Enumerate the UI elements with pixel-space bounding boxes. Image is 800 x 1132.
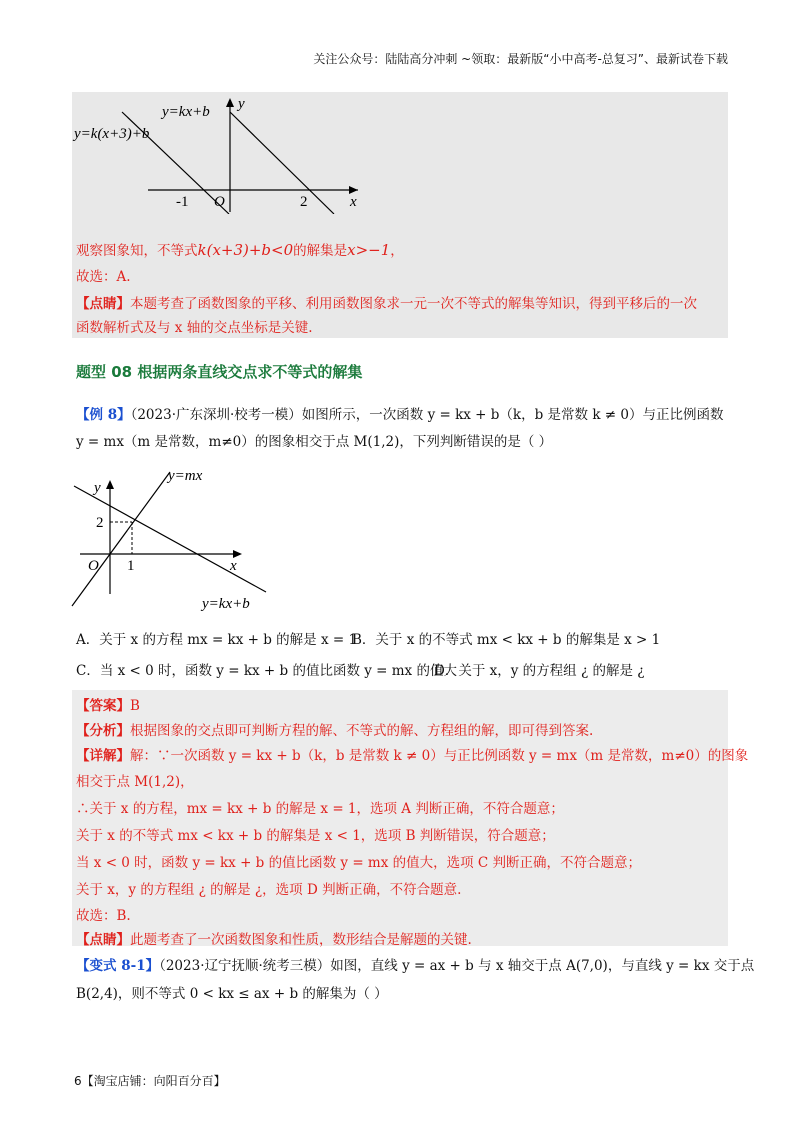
detail-line-1: 【详解】解：∵一次函数 y = kx + b（k，b 是常数 k ≠ 0）与正比例函数 y = mx（m 是常数，m≠0）的图象 bbox=[76, 748, 749, 764]
label-kx-b: y=kx+b bbox=[202, 596, 250, 612]
label-y: y bbox=[94, 480, 101, 496]
detail-line-5: 当 x < 0 时，函数 y = kx + b 的值比函数 y = mx 的值大，选项 C 判断正确，不符合题意； bbox=[76, 855, 642, 871]
section-title: 题型 08 根据两条直线交点求不等式的解集 bbox=[76, 363, 363, 381]
comment-line: 【点睛】此题考查了一次函数图象和性质，数形结合是解题的关键. bbox=[76, 932, 472, 948]
graph-intersecting-lines bbox=[70, 466, 290, 616]
line-kx-b bbox=[74, 486, 266, 592]
detail-line-2: 相交于点 M(1,2)， bbox=[76, 774, 194, 790]
label-y: y bbox=[238, 96, 245, 112]
graph-shifted-lines bbox=[72, 94, 372, 214]
y-axis-arrow bbox=[106, 480, 114, 489]
detail-line-3: ∴关于 x 的方程，mx = kx + b 的解是 x = 1，选项 A 判断正确，不符合题意； bbox=[76, 801, 564, 817]
origin-label: O bbox=[88, 558, 99, 574]
line-kx-b bbox=[230, 112, 334, 214]
choose-line: 故选：A. bbox=[76, 269, 131, 285]
observation-line: 观察图象知，不等式k(x+3)+b<0的解集是x>−1， bbox=[76, 241, 404, 259]
label-x: x bbox=[350, 194, 357, 210]
detail-line-4: 关于 x 的不等式 mx < kx + b 的解集是 x < 1，选项 B 判断错误，符合题意； bbox=[76, 828, 555, 844]
page-footer: 6【淘宝店铺：向阳百分百】 bbox=[74, 1074, 226, 1088]
line-mx bbox=[72, 472, 170, 606]
tick-1: 1 bbox=[127, 558, 135, 574]
variant-line-2: B(2,4)，则不等式 0 < kx ≤ ax + b 的解集为（ ） bbox=[76, 986, 388, 1002]
example-line-1: 【例 8】（2023·广东深圳·校考一模）如图所示，一次函数 y = kx + b（k，b 是常数 k ≠ 0）与正比例函数 bbox=[76, 407, 724, 423]
analysis-line: 【分析】根据图象的交点即可判断方程的解、不等式的解、方程组的解，即可得到答案. bbox=[76, 723, 594, 739]
option-d: D．关于 x，y 的方程组 ¿ 的解是 ¿ bbox=[434, 663, 645, 679]
label-kx-b: y=kx+b bbox=[162, 104, 210, 120]
detail-line-6: 关于 x，y 的方程组 ¿ 的解是 ¿，选项 D 判断正确，不符合题意. bbox=[76, 882, 462, 898]
answer-line: 【答案】B bbox=[76, 698, 140, 714]
page-header: 关注公众号：陆陆高分冲刺 ~领取：最新版“小中高考-总复习”、最新试卷下载 bbox=[313, 52, 728, 66]
option-b: B．关于 x 的不等式 mx < kx + b 的解集是 x > 1 bbox=[352, 632, 661, 648]
tick-neg1: -1 bbox=[176, 194, 189, 210]
option-a: A．关于 x 的方程 mx = kx + b 的解是 x = 1 bbox=[76, 632, 358, 648]
tick-2: 2 bbox=[300, 194, 308, 210]
example-line-2: y = mx（m 是常数，m≠0）的图象相交于点 M(1,2)，下列判断错误的是（ ） bbox=[76, 434, 553, 450]
variant-line-1: 【变式 8-1】（2023·辽宁抚顺·统考三模）如图，直线 y = ax + b 与 x 轴交于点 A(7,0)，与直线 y = kx 交于点 bbox=[76, 958, 755, 974]
label-shifted: y=k(x+3)+b bbox=[74, 126, 150, 142]
x-axis-arrow bbox=[349, 186, 358, 194]
comment-line-1: 【点睛】本题考查了函数图象的平移、利用函数图象求一元一次不等式的解集等知识，得到平移后的一次 bbox=[76, 296, 697, 312]
tick-2: 2 bbox=[96, 515, 104, 531]
option-c: C．当 x < 0 时，函数 y = kx + b 的值比函数 y = mx 的值大 bbox=[76, 663, 457, 679]
comment-line-2: 函数解析式及与 x 轴的交点坐标是关键. bbox=[76, 320, 313, 336]
x-axis-arrow bbox=[233, 550, 242, 558]
label-x: x bbox=[230, 558, 237, 574]
label-mx: y=mx bbox=[168, 468, 203, 484]
y-axis-arrow bbox=[226, 98, 234, 107]
choose-line-b: 故选：B. bbox=[76, 908, 131, 924]
origin-label: O bbox=[214, 194, 225, 210]
